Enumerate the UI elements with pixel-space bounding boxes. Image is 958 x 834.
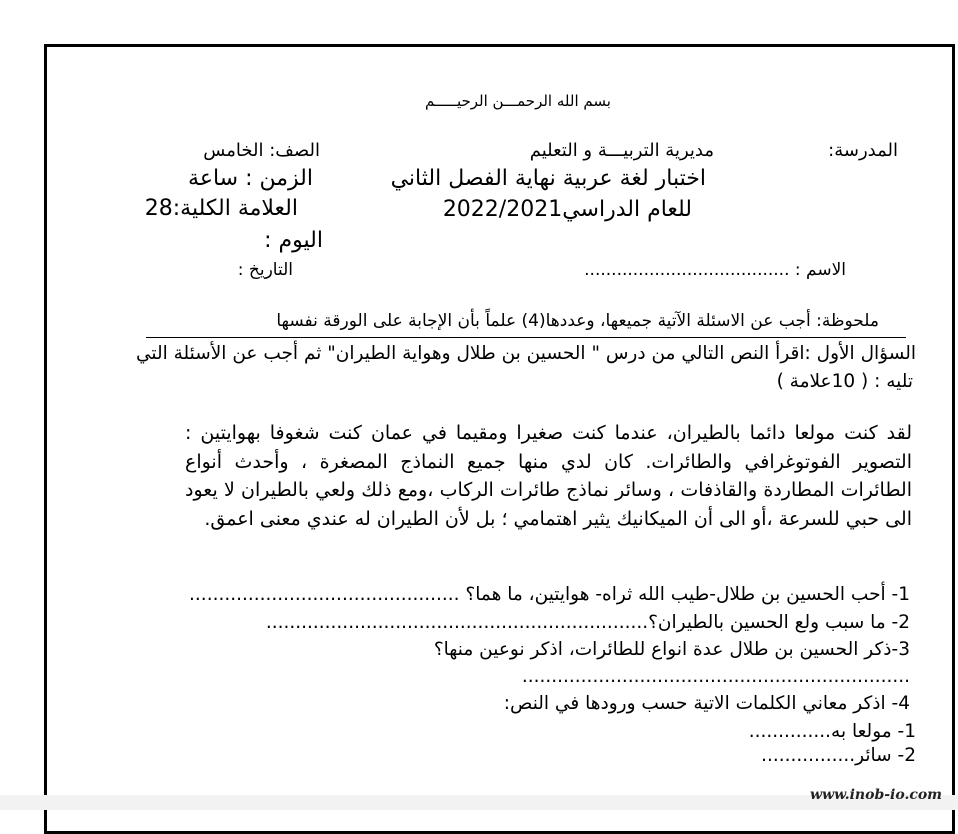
site-watermark: www.inob-io.com — [809, 787, 942, 803]
question1-marks: تليه : ( 10علامة ) — [776, 371, 913, 392]
academic-year: للعام الدراسي2022/2021 — [442, 197, 692, 222]
total-mark: العلامة الكلية:28 — [144, 196, 298, 221]
reading-passage: لقد كنت مولعا دائما بالطيران، عندما كنت صغيرا ومقيما في عمان كنت شغوفا بهوايتين : التصوير الفوتوغرافي والطائرات. كان لدي منها جميع النماذج المصغرة ، وأحدث أنواع الطائرات المطاردة والقاذفات ، وسائر نماذج طائرات الركاب ،ومع ذلك ولعي بالطيران لا يعود الى حبي للسرعة ،أو الى أن الميكانيك يثير اهتمامي ؛ بل لأن الطيران له عندي معنى اعمق. — [185, 422, 912, 530]
school-label: المدرسة: — [828, 140, 898, 161]
question-4: 4- اذكر معاني الكلمات الاتية حسب ورودها في النص: — [503, 693, 910, 714]
question-4-item-1: 1- مولعا به.............. — [748, 721, 916, 742]
instructions-note: ملحوظة: أجب عن الاسئلة الآتية جميعها، وعددها(4) علماً بأن الإجابة على الورقة نفسها — [276, 311, 879, 331]
date-label: التاريخ : — [237, 260, 293, 280]
exam-title: اختبار لغة عربية نهاية الفصل الثاني — [390, 166, 706, 191]
question-3: 3-ذكر الحسين بن طلال عدة انواع للطائرات، اذكر نوعين منها؟ — [433, 639, 910, 660]
question1-heading: السؤال الأول :اقرأ النص التالي من درس " الحسين بن طلال وهواية الطيران" ثم أجب عن الأسئلة التي — [135, 343, 916, 364]
basmala: بسم الله الرحمـــن الرحيـــــم — [425, 92, 611, 110]
student-name-field: الاسم : ...................................... — [584, 260, 846, 280]
question-3-answer-line: .................................................................. — [521, 666, 910, 687]
question-2: 2- ما سبب ولع الحسين بالطيران؟................................................................. — [265, 612, 910, 633]
day-label: اليوم : — [264, 228, 323, 253]
time-label: الزمن : ساعة — [188, 166, 313, 191]
divider-line — [146, 337, 906, 338]
question-4-item-2: 2- سائر................ — [761, 745, 916, 766]
directorate-label: مديرية التربيـــة و التعليم — [529, 140, 714, 161]
grade-label: الصف: الخامس — [203, 140, 320, 161]
question-1: 1- أحب الحسين بن طلال-طيب الله ثراه- هوايتين، ما هما؟ .............................................. — [189, 584, 910, 605]
